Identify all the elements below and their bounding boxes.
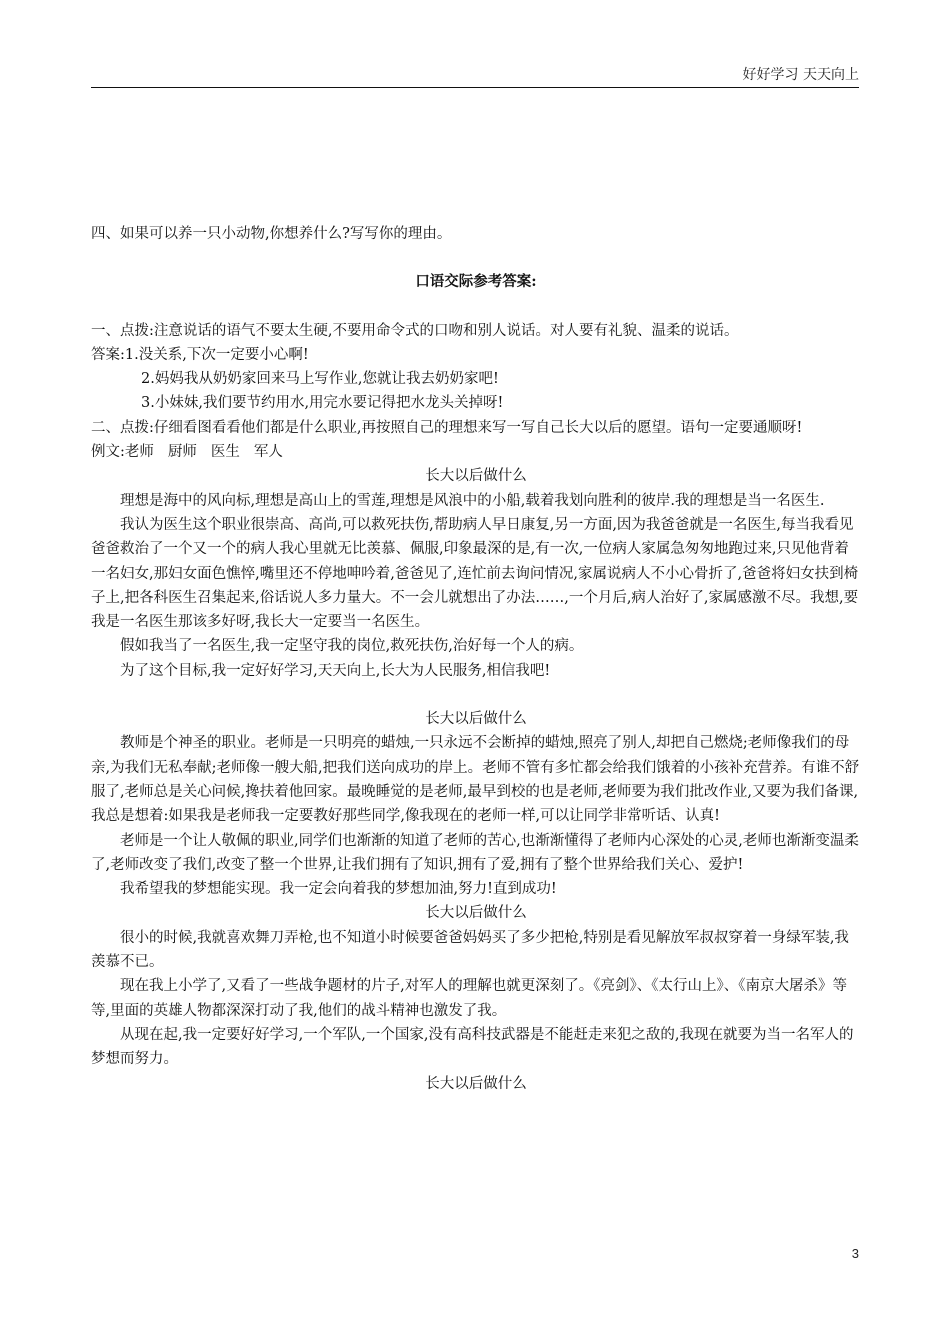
section1-answer-2: 2.妈妈我从奶奶家回来马上写作业,您就让我去奶奶家吧! <box>141 371 499 388</box>
page-number: 3 <box>851 1246 859 1261</box>
essay4-title: 长大以后做什么 <box>425 1075 527 1092</box>
example-label: 例文: <box>91 444 125 461</box>
job-chef: 厨师 <box>167 444 197 461</box>
section1-answer-1: 答案:1.没关系,下次一定要小心啊! <box>91 346 309 363</box>
essay3-title: 长大以后做什么 <box>425 905 527 922</box>
essay1-paragraph: 假如我当了一名医生,我一定坚守我的岗位,救死扶伤,治好每一个人的病。 <box>120 638 584 655</box>
essay1-title: 长大以后做什么 <box>425 468 527 485</box>
essay1-paragraph: 理想是海中的风向标,理想是高山上的雪莲,理想是风浪中的小船,载着我划向胜利的彼岸.我的理想是当一名医生. <box>120 492 825 509</box>
essay2-paragraph: 老师是一个让人敬佩的职业,同学们也渐渐的知道了老师的苦心,也渐渐懂得了老师内心深处的心灵,老师也渐渐变温柔了,老师改变了我们,改变了整一个世界,让我们拥有了知识,拥有了爱,拥有了整个世界给我们关心、爱护! <box>91 832 859 873</box>
essay3-paragraph: 从现在起,我一定要好好学习,一个军队,一个国家,没有高科技武器是不能赶走来犯之敌的,我现在就要为当一名军人的梦想而努力。 <box>91 1026 854 1068</box>
section2-hint: 二、点拨:仔细看图看看他们都是什么职业,再按照自己的理想来写一写自己长大以后的愿望。语句一定要通顺呀! <box>91 419 803 436</box>
section1-answer-3: 3.小妹妹,我们要节约用水,用完水要记得把水龙头关掉呀! <box>141 395 504 412</box>
job-doctor: 医生 <box>210 444 240 461</box>
job-teacher: 老师 <box>124 444 154 461</box>
header-rule <box>91 87 859 88</box>
section1-hint: 一、点拨:注意说话的语气不要太生硬,不要用命令式的口吻和别人说话。对人要有礼貌、温柔的说话。 <box>91 322 739 339</box>
essay1-paragraph: 我认为医生这个职业很崇高、高尚,可以救死扶伤,帮助病人早日康复,另一方面,因为我爸爸就是一名医生,每当我看见爸爸救治了一个又一个的病人我心里就无比羡慕、佩服,印象最深的是,有一次,一位病人家属急匆匆地跑过来,只见他背着一名妇女,那妇女面色憔悴,嘴里还不停地呻吟着,爸爸见了,连忙前去询问情况,家属说病人不小心骨折了,爸爸将妇女扶到椅子上,把各科医生召集起来,俗话说人多力量大。不一会儿就想出了办法……,一个月后,病人治好了,家属感激不尽。我想,要我是一名医生那该多好呀,我长大一定要当一名医生。 <box>91 516 859 631</box>
essay2-paragraph: 教师是个神圣的职业。老师是一只明亮的蜡烛,一只永远不会断掉的蜡烛,照亮了别人,却把自己燃烧;老师像我们的母亲,为我们无私奉献;老师像一艘大船,把我们送向成功的岸上。老师不管有多忙都会给我们饿着的小孩补充营养。有谁不舒服了,老师总是关心问候,搀扶着他回家。最晚睡觉的是老师,最早到校的也是老师,老师要为我们批改作业,又要为我们备课,我总是想着:如果我是老师我一定要教好那些同学,像我现在的老师一样,可以让同学非常听话、认真! <box>91 735 860 825</box>
essay3-paragraph: 现在我上小学了,又看了一些战争题材的片子,对军人的理解也就更深刻了。《亮剑》、《太行山上》、《南京大屠杀》等等,里面的英雄人物都深深打动了我,他们的战斗精神也激发了我。 <box>91 978 847 1019</box>
question-4: 四、如果可以养一只小动物,你想养什么?写写你的理由。 <box>91 226 452 242</box>
page-header-text: 好好学习 天天向上 <box>742 67 859 83</box>
essay2-paragraph: 我希望我的梦想能实现。我一定会向着我的梦想加油,努力!直到成功! <box>120 881 557 898</box>
essay3-paragraph: 很小的时候,我就喜欢舞刀弄枪,也不知道小时候要爸爸妈妈买了多少把枪,特别是看见解放军叔叔穿着一身绿军装,我羡慕不已。 <box>91 929 849 971</box>
job-soldier: 军人 <box>253 444 283 461</box>
example-jobs <box>91 440 861 464</box>
document-body <box>91 222 861 1096</box>
essay1-paragraph: 为了这个目标,我一定好好学习,天天向上,长大为人民服务,相信我吧! <box>120 662 551 679</box>
essay2-title: 长大以后做什么 <box>425 711 527 728</box>
answers-title: 口语交际参考答案: <box>415 273 537 291</box>
